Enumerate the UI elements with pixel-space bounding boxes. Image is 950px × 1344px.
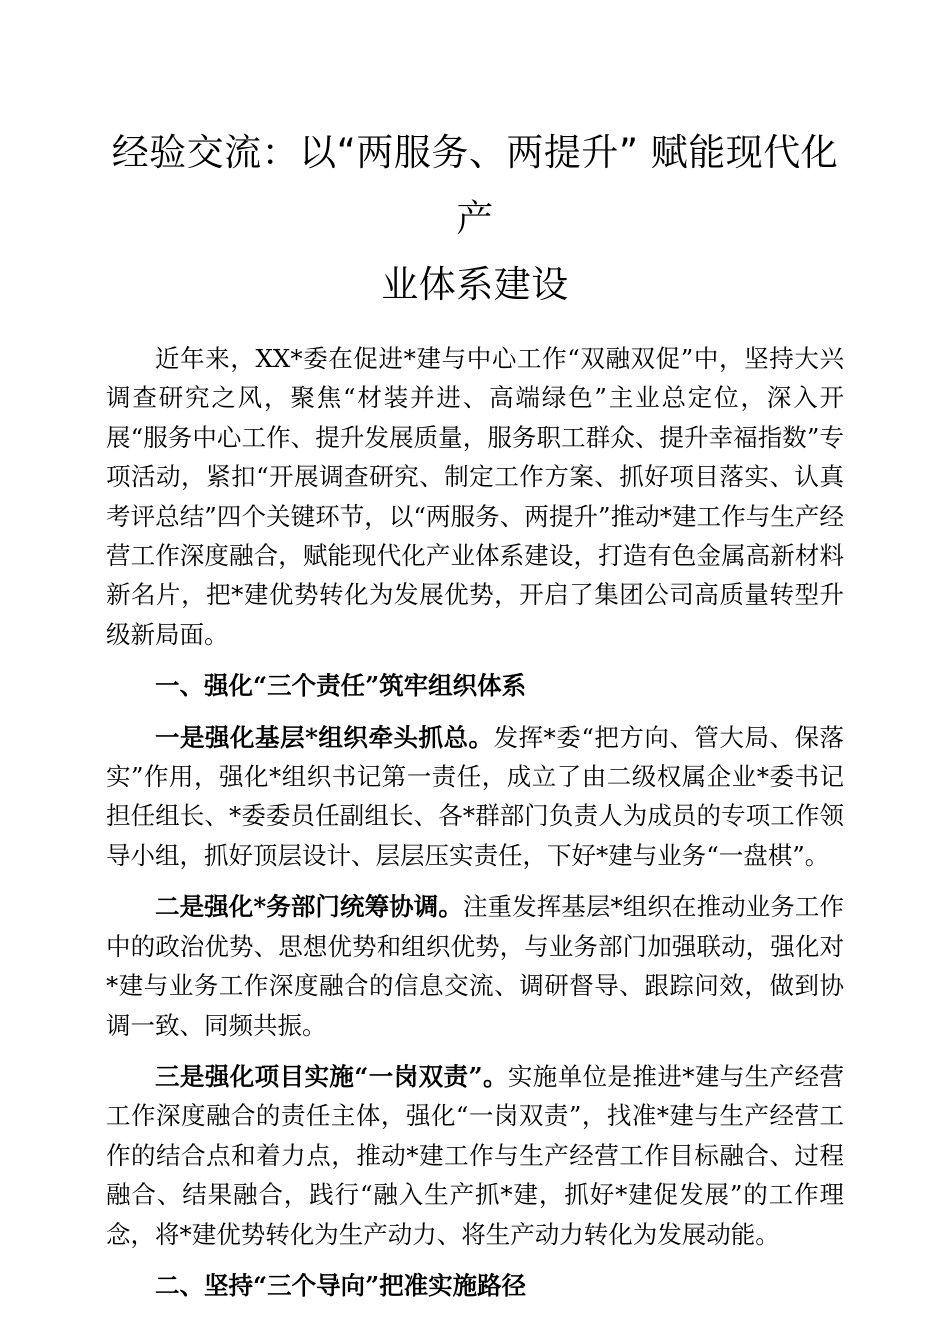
section-heading-1: 一、强化“三个责任”筑牢组织体系 — [155, 671, 527, 701]
item-paragraph-2 — [106, 887, 844, 1045]
item-paragraph-3 — [106, 1057, 844, 1254]
item-body-3: 实施单位是推进*建与生产经营工作深度融合的责任主体，强化“一岗双责”，找准*建与生产经营工作的结合点和着力点，推动*建工作与生产经营工作目标融合、过程融合、结果融合，践行“融入生产抓*建，抓好*建促发展”的工作理念，将*建优势转化为生产动力、将生产动力转化为发展动能。 — [106, 1061, 845, 1249]
item-lead-2: 二是强化*务部门统筹协调。 — [155, 892, 463, 922]
item-lead-1: 一是强化基层*组织牵头抓总。 — [155, 722, 494, 752]
section-heading-2: 二、坚持“三个导向”把准实施路径 — [155, 1270, 527, 1300]
item-lead-3: 三是强化项目实施“一岗双责”。 — [155, 1061, 508, 1091]
item-body-1: 发挥*委“把方向、管大局、保落实”作用，强化*组织书记第一责任，成立了由二级权属企业*委书记担任组长、*委委员任副组长、各*群部门负责人为成员的专项工作领导小组，抓好顶层设计、层层压实责任，下好*建与业务“一盘棋”。 — [106, 722, 844, 870]
document-title — [106, 120, 844, 318]
intro-paragraph: 近年来，XX*委在促进*建与中心工作“双融双促”中，坚持大兴调查研究之风，聚焦“材装并进、高端绿色”主业总定位，深入开展“服务中心工作、提升发展质量，服务职工群众、提升幸福指数”专项活动，紧扣“开展调查研究、制定工作方案、抓好项目落实、认真考评总结”四个关键环节，以“两服务、两提升”推动*建工作与生产经营工作深度融合，赋能现代化产业体系建设，打造有色金属高新材料新名片，把*建优势转化为发展优势，开启了集团公司高质量转型升级新局面。 — [106, 344, 844, 649]
title-line-1: 经验交流：以“两服务、两提升” 赋能现代化产 — [111, 131, 839, 240]
item-body-2: 注重发挥基层*组织在推动业务工作中的政治优势、思想优势和组织优势，与业务部门加强联动，强化对*建与业务工作深度融合的信息交流、调研督导、跟踪问效，做到协调一致、同频共振。 — [106, 892, 845, 1040]
item-paragraph-1 — [106, 718, 844, 876]
title-line-2: 业体系建设 — [381, 263, 569, 306]
